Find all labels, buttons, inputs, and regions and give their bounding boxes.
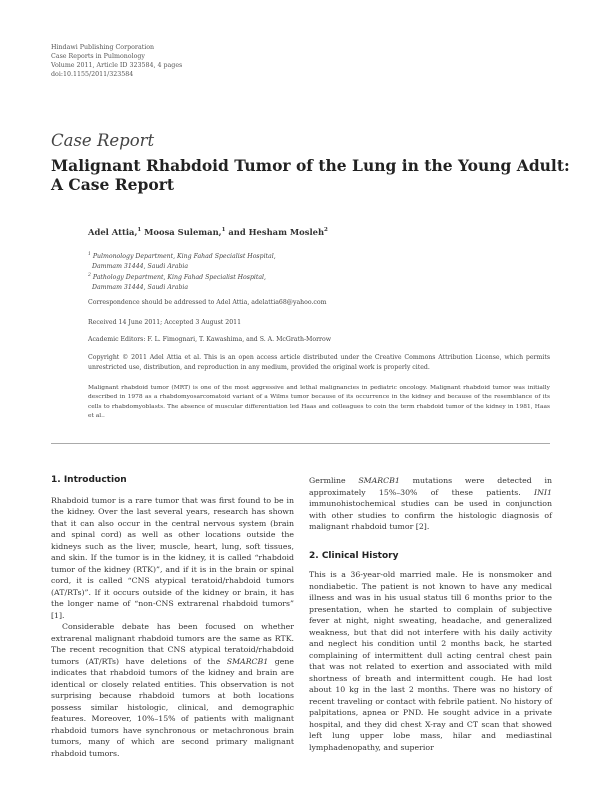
correspondence: Correspondence should be addressed to Adel Attia, adelattia68@yahoo.com [88,299,327,306]
section-heading-clinical-history: 2. Clinical History [309,550,399,561]
title-line-1: Malignant Rhabdoid Tumor of the Lung in the Young Adult: [51,156,570,175]
abstract: Malignant rhabdoid tumor (MRT) is one of the most aggressive and lethal malignancies in pediatric oncology. Malignant rhabdoid tumor was initially described in 1978 as a rhabdomyosarcomatoid variant of a Wilms tumor because of its occurrence in the kidney and because of the resemblance of its cells to rhabdomyoblasts. The absence of muscular differentiation led Haas and colleagues to coin the term rhabdoid tumor of the kidney in 1981, Haas et al.. [88,385,550,420]
paragraph: Considerable debate has been focused on whether extrarenal malignant rhabdoid tumors are the same as RTK. The recent recognition that CNS atypical teratoid/rhabdoid tumors (AT/RTs) have deletions of the SMARCB1 gene indicates that rhabdoid tumors of the kidney and brain are identical or closely related entities. This observation is not surprising because rhabdoid tumors at both locations possess similar histologic, clinical, and demographic features. Moreover, 10%–15% of patients with malignant rhabdoid tumors have synchronous or metachronous brain tumors, many of which are second primary malignant rhabdoid tumors. [51,622,294,758]
affiliations: $^1$ Pulmonology Department, King Fahad Specialist Hospital, Dammam 31444, Saudi Arabia $^2$ Pathology Department, King Fahad Specialist Hospital, Dammam 31444, Saudi Arabia [88,252,276,291]
paragraph: Rhabdoid tumor is a rare tumor that was first found to be in the kidney. Over the last several years, research has shown that it can also occur in the central nervous system (brain and spinal cord) as well as other locations outside the kidneys such as the liver, muscle, heart, lung, soft tissues, and skin. If the tumor is in the kidney, it is called “rhabdoid tumor of the kidney (RTK)”, and if it is in the brain or spinal cord, it is called “CNS atypical teratoid/rhabdoid tumors (AT/RTs)”. If it occurs outside of the kidney or brain, it has the longer name of “non-CNS extrarenal rhabdoid tumors” [1]. [51,495,294,620]
article-type: Case Report [51,131,155,150]
paragraph: This is a 36-year-old married male. He is nonsmoker and nondiabetic. The patient is not known to have any medical illness and was in his usual status till 6 months prior to the presentation, when he started to complain of subjective fever at night, night sweating, headache, and generalized weakness, but that did not interfere with his daily activity and neglect his condition until 2 months back, he started complaining of intermittent dull acting central chest pain that was not related to exertion and associated with mild shortness of breath and intermittent cough. He had lost about 10 kg in the last 2 months. There was no history of recent traveling or contact with febrile patient. No history of palpitations, apnea or PND. He sought advice in a private hospital, and they did chest X-ray and CT scan that showed left lung upper lobe mass, hilar and mediastinal lymphadenopathy, and superior [309,570,552,752]
section-heading-introduction: 1. Introduction [51,475,127,485]
academic-editors: Academic Editors: F. L. Fimognari, T. Kawashima, and S. A. McGrath-Morrow [88,336,332,343]
divider [51,443,550,444]
right-column [309,475,552,753]
author-list: Adel Attia,$^1$ Moosa Suleman,$^1$ and Hesham Mosleh$^2$ [88,227,328,237]
journal-header [51,43,182,79]
left-column [51,475,294,759]
affiliation-2: $^2$ Pathology Department, King Fahad Specialist Hospital, [88,273,267,282]
title-line-2: A Case Report [51,175,175,194]
publisher: Hindawi Publishing Corporation [51,44,155,51]
author-2: Moosa Suleman, [141,227,222,237]
volume-info: Volume 2011, Article ID 323584, 4 pages [51,62,183,69]
affiliation-1: $^1$ Pulmonology Department, King Fahad Specialist Hospital, [88,252,276,261]
received-dates: Received 14 June 2011; Accepted 3 August 2011 [88,319,242,326]
author-3: and Hesham Mosleh [225,227,325,237]
article-title [51,156,571,194]
journal-name: Case Reports in Pulmonology [51,53,145,60]
paragraph: Germline SMARCB1 mutations were detected in approximately 15%–30% of these patients. INI1 immunohistochemical studies can be used in conjunction with other studies to confirm the histologic diagnosis of malignant rhabdoid tumor [2]. [309,476,552,531]
copyright-notice: Copyright © 2011 Adel Attia et al. This is an open access article distributed under the Creative Commons Attribution License, which permits unrestricted use, distribution, and reproduction in any medium, provided the original work is properly cited. [88,354,550,371]
author-1: Adel Attia, [88,227,138,237]
doi[interactable]: doi:10.1155/2011/323584 [51,71,134,78]
